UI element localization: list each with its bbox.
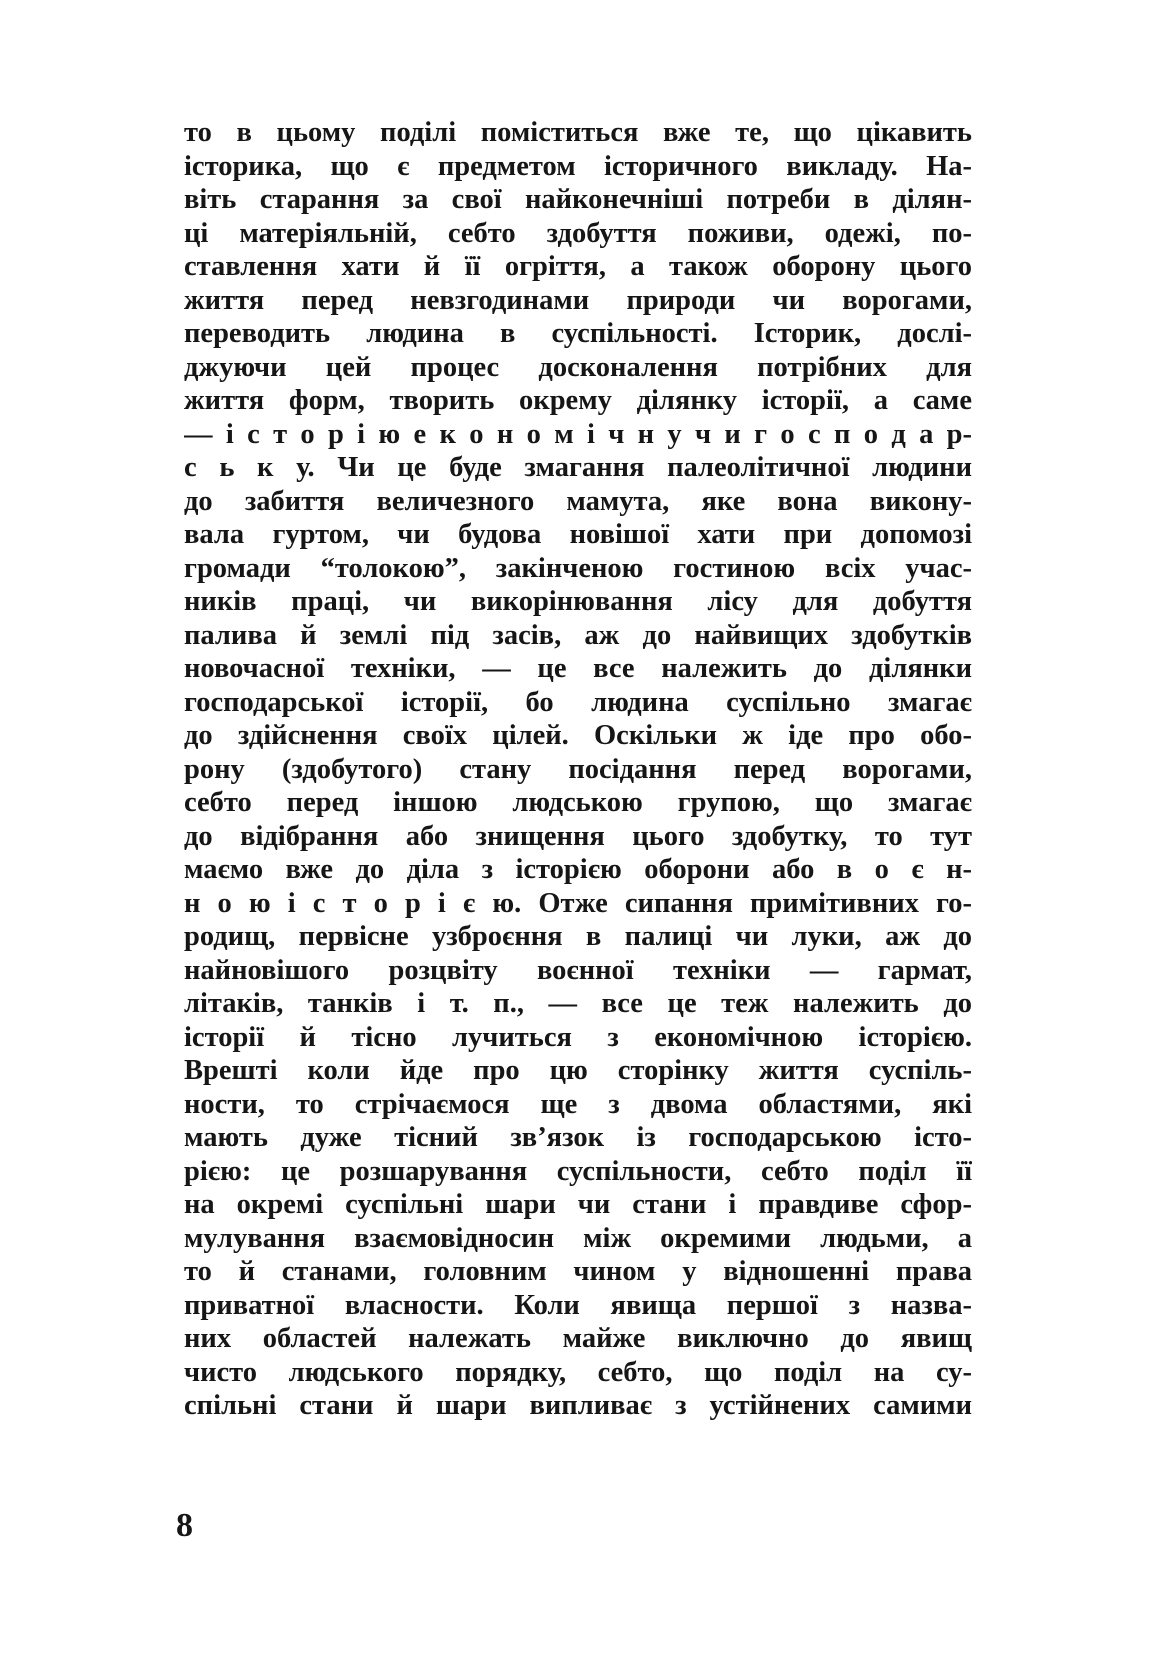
text-line: новочасної техніки, — це все належить до ділянки bbox=[184, 653, 972, 684]
text-line: віть старання за свої найконечніші потреби в ділян- bbox=[184, 184, 972, 215]
text-line: переводить людина в суспільності. Історик, дослі- bbox=[184, 318, 972, 349]
text-line: вала гуртом, чи будова новішої хати при допомозі bbox=[184, 519, 972, 550]
text-line: мають дуже тісний зв’язок із господарською істо- bbox=[184, 1122, 972, 1153]
text-line: спільні стани й шари випливає з устійнених самими bbox=[184, 1390, 972, 1421]
text-line: джуючи цей процес досконалення потрібних для bbox=[184, 351, 972, 383]
text-line: маємо вже до діла з історією оборони або в о є н- bbox=[184, 854, 972, 885]
text-line: літаків, танків і т. п., — все це теж належить до bbox=[184, 988, 972, 1019]
text-line: історика, що є предметом історичного викладу. На- bbox=[184, 150, 972, 182]
text-line: до здійснення своїх цілей. Оскільки ж іде про обо- bbox=[184, 720, 972, 751]
text-line: ників праці, чи викорінювання лісу для добуття bbox=[184, 586, 972, 617]
text-line: себто перед іншою людською групою, що змагає bbox=[184, 787, 972, 818]
text-line: них областей належать майже виключно до явищ bbox=[184, 1323, 972, 1354]
text-line: то й станами, головним чином у відношенні права bbox=[184, 1256, 972, 1287]
text-line: приватної власности. Коли явища першої з назва- bbox=[184, 1289, 972, 1321]
text-line: господарської історії, бо людина суспільно змагає bbox=[184, 686, 972, 718]
text-line: життя форм, творить окрему ділянку історії, а саме bbox=[184, 385, 972, 416]
text-line: — і с т о р і ю е к о н о м і ч н у ч и г о с п о д а р- bbox=[184, 418, 972, 450]
text-line: рією: це розшарування суспільности, себто поділ її bbox=[184, 1155, 972, 1187]
text-line: громади “толокою”, закінченою гостиною всіх учас- bbox=[184, 552, 972, 584]
text-line: ности, то стрічаємося ще з двома областями, які bbox=[184, 1088, 972, 1120]
text-line: с ь к у. Чи це буде змагання палеолітичної людини bbox=[184, 452, 972, 483]
text-line: найновішого розцвіту воєнної техніки — гармат, bbox=[184, 954, 972, 986]
text-line: родищ, первісне узброєння в палиці чи луки, аж до bbox=[184, 921, 972, 952]
text-line: то в цьому поділі поміститься вже те, що цікавить bbox=[184, 117, 972, 148]
text-line: історії й тісно лучиться з економічною історією. bbox=[184, 1021, 972, 1053]
text-line: життя перед невзгодинами природи чи ворогами, bbox=[184, 284, 972, 316]
text-line: палива й землі під засів, аж до найвищих здобутків bbox=[184, 619, 972, 651]
text-line: ці матеріяльній, себто здобуття поживи, одежі, по- bbox=[184, 217, 972, 249]
page-number: 8 bbox=[176, 1507, 193, 1544]
text-line: чисто людського порядку, себто, що поділ на су- bbox=[184, 1356, 972, 1388]
body-text bbox=[184, 116, 972, 1423]
text-line: н о ю і с т о р і є ю. Отже сипання примітивних го- bbox=[184, 887, 972, 919]
text-line: ставлення хати й її огріття, а також оборону цього bbox=[184, 251, 972, 282]
text-line: на окремі суспільні шари чи стани і правдиве сфор- bbox=[184, 1189, 972, 1220]
text-line: до відібрання або знищення цього здобутку, то тут bbox=[184, 820, 972, 852]
text-line: Врешті коли йде про цю сторінку життя суспіль- bbox=[184, 1055, 972, 1086]
text-line: до забиття величезного мамута, яке вона викону- bbox=[184, 485, 972, 517]
text-line: мулування взаємовідносин між окремими людьми, а bbox=[184, 1222, 972, 1254]
text-line: рону (здобутого) стану посідання перед ворогами, bbox=[184, 753, 972, 785]
